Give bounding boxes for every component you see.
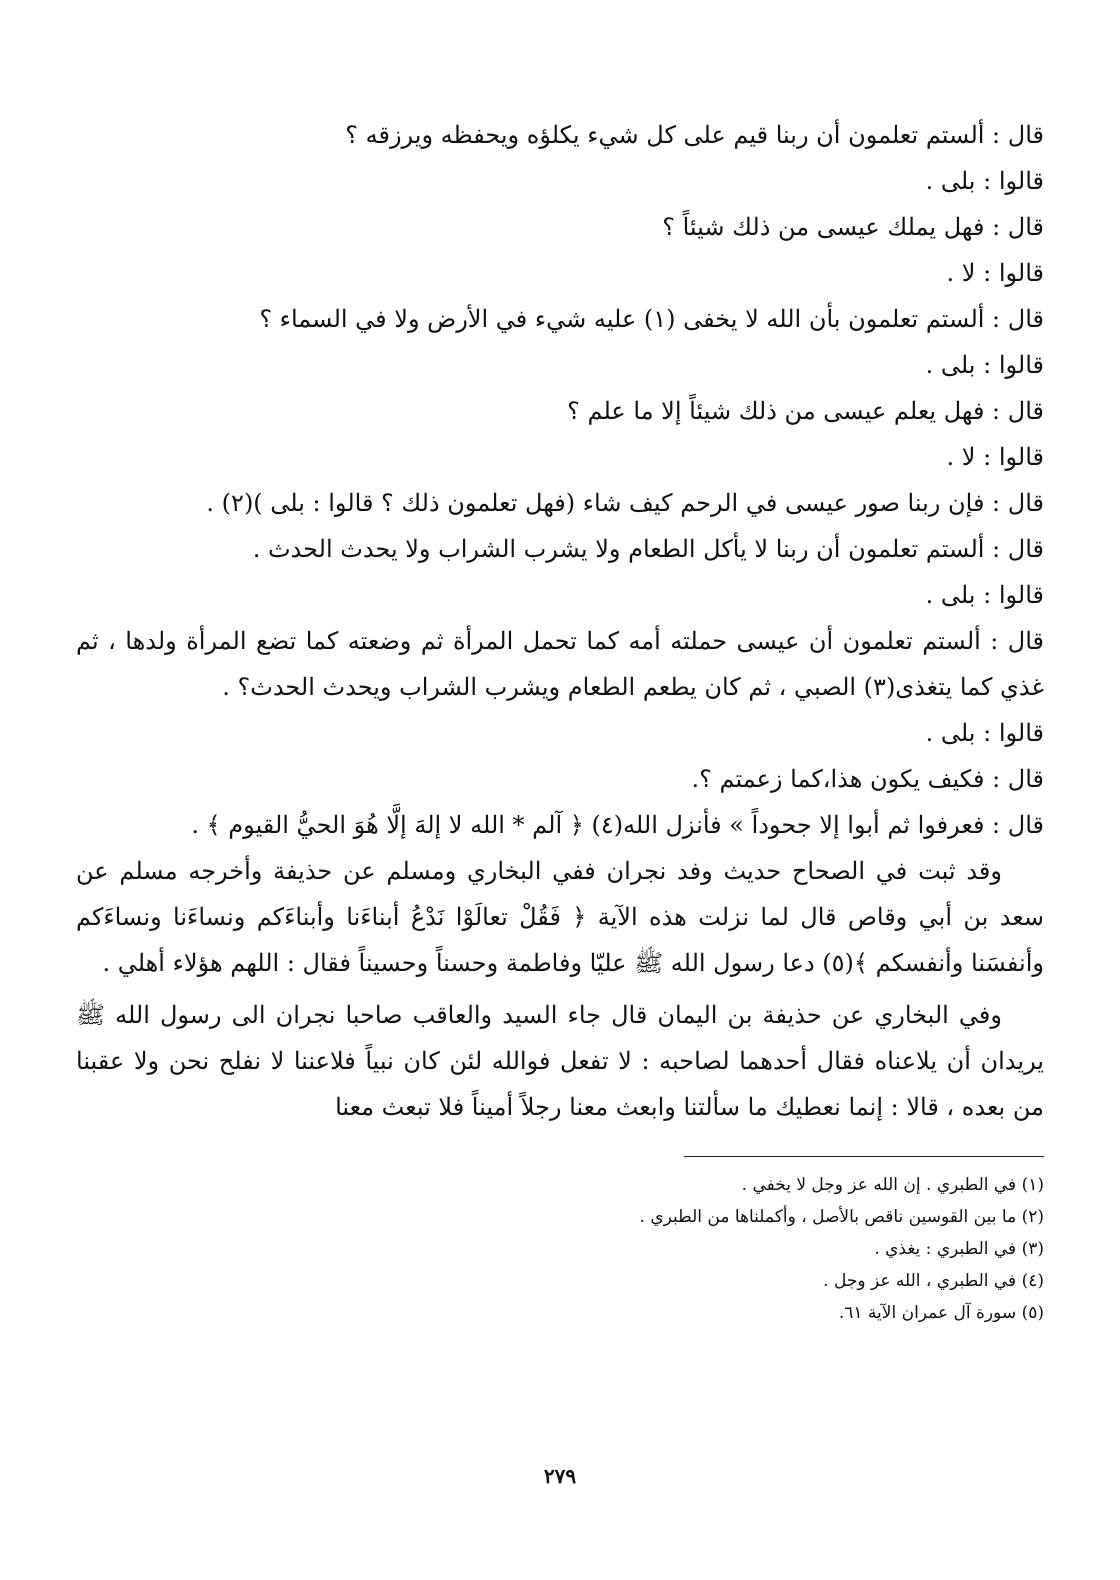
dialogue-line: قال : فكيف يكون هذا،كما زعمتم ؟. [691,765,1044,793]
dialogue-line: قال : فهل يعلم عيسى من ذلك شيئاً إلا ما علم ؟ [567,397,1044,425]
dialogue-line: قال : ألستم تعلمون بأن الله لا يخفى (١) عليه شيء في الأرض ولا في السماء ؟ [259,305,1044,333]
dialogue-line: قالوا : بلى . [925,351,1044,379]
paragraph-revelation: قال : فعرفوا ثم أبوا إلا جحوداً » فأنزل الله(٤) ﴿ آلم * الله لا إلهَ إلَّا هُوَ الحيُّ القيوم ﴾ . [191,811,1044,839]
footnote-item: (٤) في الطبري ، الله عز وجل . [823,1271,1044,1291]
dialogue-line: قالوا : لا . [946,259,1044,287]
dialogue-line: قال : ألستم تعلمون أن ربنا لا يأكل الطعام ولا يشرب الشراب ولا يحدث الحدث . [252,535,1044,563]
dialogue-line: قال : ألستم تعلمون أن ربنا قيم على كل شيء يكلؤه ويحفظه ويرزقه ؟ [345,121,1044,149]
footnotes [76,1169,1044,1329]
paragraph-hadith-2: وفي البخاري عن حذيفة بن اليمان قال جاء السيد والعاقب صاحبا نجران الى رسول الله ﷺ يريدان أن يلاعناه فقال أحدهما لصاحبه : لا تفعل فوالله لئن كان نبياً فلاعننا لا نفلح نحن ولا عقبنا من بعده ، قالا : إنما نعطيك ما سألتنا وابعث معنا رجلاً أميناً فلا تبعث معنا [76,1001,1044,1121]
main-text [76,112,1044,1130]
dialogue-line: قال : فهل يملك عيسى من ذلك شيئاً ؟ [662,213,1044,241]
paragraph-hadith-1: وقد ثبت في الصحاح حديث وفد نجران ففي البخاري ومسلم عن حذيفة وأخرجه مسلم عن سعد بن أبي وقاص قال لما نزلت هذه الآية ﴿ فَقُلْ تعالَوْا نَدْعُ أبناءَنا وأبناءَكم ونساءَنا ونساءَكم وأنفسَنا وأنفسكم ﴾(٥) دعا رسول الله ﷺ عليّا وفاطمة وحسناً وحسيناً فقال : اللهم هؤلاء أهلي . [76,857,1044,977]
footnote-item: (٢) ما بين القوسين ناقص بالأصل ، وأكملناها من الطبري . [639,1207,1044,1227]
paragraph-birth: قال : ألستم تعلمون أن عيسى حملته أمه كما تحمل المرأة ثم وضعته كما تضع المرأة ولدها ، ثم غذي كما يتغذى(٣) الصبي ، ثم كان يطعم الطعام ويشرب الشراب ويحدث الحدث؟ . [76,627,1044,701]
dialogue-line: قالوا : بلى . [925,719,1044,747]
footnote-item: (٣) في الطبري : يغذي . [874,1239,1044,1259]
footnote-item: (١) في الطبري . إن الله عز وجل لا يخفي . [741,1175,1044,1195]
dialogue-line: قال : فإن ربنا صور عيسى في الرحم كيف شاء (فهل تعلمون ذلك ؟ قالوا : بلى )(٢) . [206,489,1044,517]
footnote-divider [684,1156,1044,1157]
dialogue-line: قالوا : لا . [946,443,1044,471]
footnote-item: (٥) سورة آل عمران الآية ٦١. [838,1303,1044,1323]
dialogue-line: قالوا : بلى . [925,581,1044,609]
dialogue-line: قالوا : بلى . [925,167,1044,195]
page-number: ٢٧٩ [543,1464,577,1488]
